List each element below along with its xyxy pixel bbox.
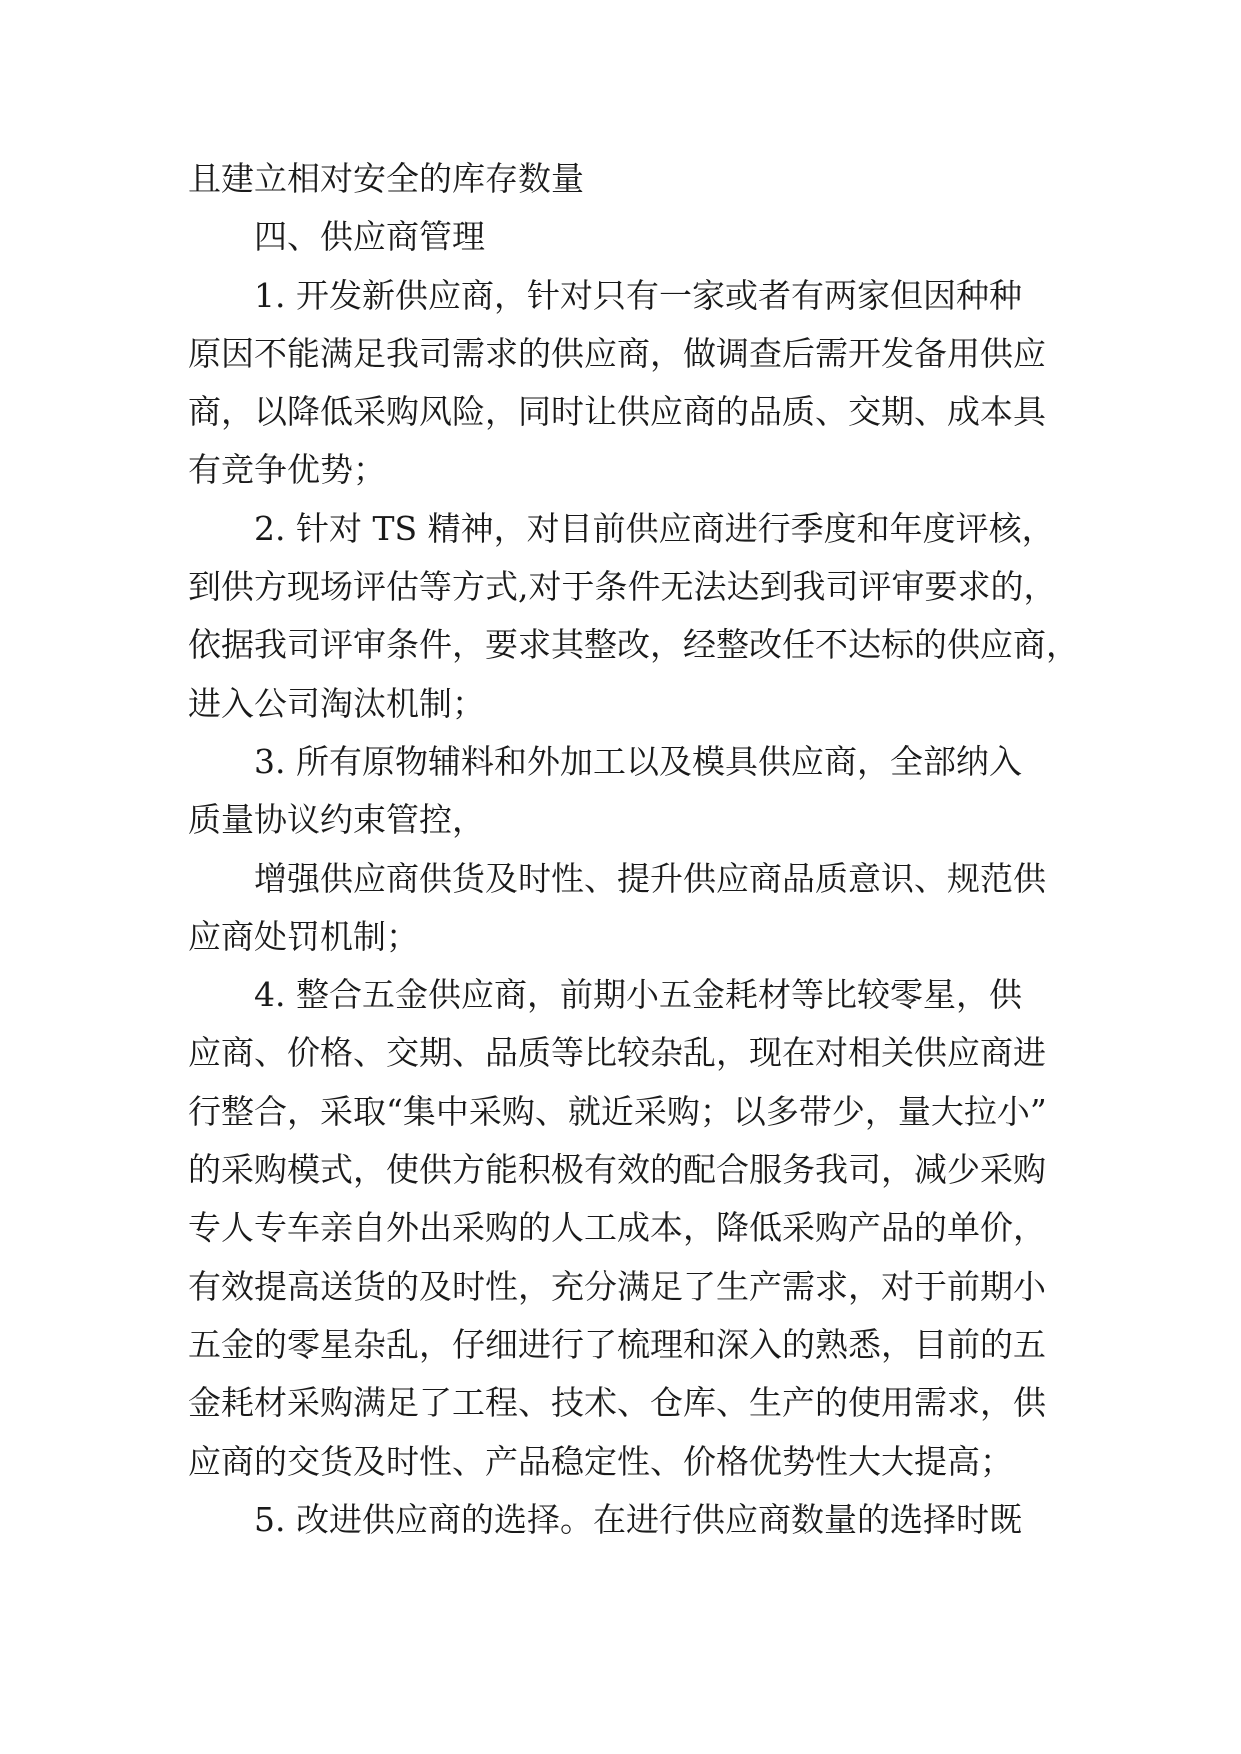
text-line: 五金的零星杂乱，仔细进行了梳理和深入的熟悉，目前的五 (188, 1324, 1046, 1364)
text-line: 1. 开发新供应商，针对只有一家或者有两家但因种种 (254, 275, 1022, 315)
text-line: 金耗材采购满足了工程、技术、仓库、生产的使用需求，供 (188, 1383, 1046, 1423)
text-line: 且建立相对安全的库存数量 (188, 159, 584, 198)
text-line: 2. 针对 TS 精神，对目前供应商进行季度和年度评核， (254, 508, 1055, 548)
text-line: 商，以降低采购风险，同时让供应商的品质、交期、成本具 (188, 392, 1046, 432)
text-line: 4. 整合五金供应商，前期小五金耗材等比较零星，供 (254, 975, 1022, 1015)
text-line: 依据我司评审条件，要求其整改，经整改任不达标的供应商， (188, 625, 1079, 665)
text-line: 3. 所有原物辅料和外加工以及模具供应商，全部纳入 (254, 741, 1022, 781)
text-line: 有效提高送货的及时性，充分满足了生产需求，对于前期小 (188, 1266, 1046, 1306)
text-line: 质量协议约束管控， (188, 800, 485, 840)
text-line: 行整合，采取“集中采购、就近采购；以多带少，量大拉小” (188, 1091, 1047, 1131)
text-line: 专人专车亲自外出采购的人工成本，降低采购产品的单价， (188, 1208, 1046, 1248)
text-line: 原因不能满足我司需求的供应商，做调查后需开发备用供应 (188, 333, 1046, 373)
document-body (188, 150, 1079, 1549)
text-line: 有竞争优势； (188, 450, 386, 490)
text-line: 应商的交货及时性、产品稳定性、价格优势性大大提高； (188, 1441, 1013, 1481)
text-line: 的采购模式，使供方能积极有效的配合服务我司，减少采购 (188, 1150, 1046, 1190)
text-line: 5. 改进供应商的选择。在进行供应商数量的选择时既 (254, 1499, 1022, 1539)
text-line: 应商处罚机制； (188, 916, 419, 956)
text-line: 进入公司淘汰机制； (188, 683, 485, 723)
text-line: 到供方现场评估等方式,对于条件无法达到我司评审要求的， (188, 567, 1057, 607)
text-line: 增强供应商供货及时性、提升供应商品质意识、规范供 (254, 858, 1046, 898)
text-line: 应商、价格、交期、品质等比较杂乱，现在对相关供应商进 (188, 1033, 1046, 1073)
text-line: 四、供应商管理 (254, 217, 485, 257)
